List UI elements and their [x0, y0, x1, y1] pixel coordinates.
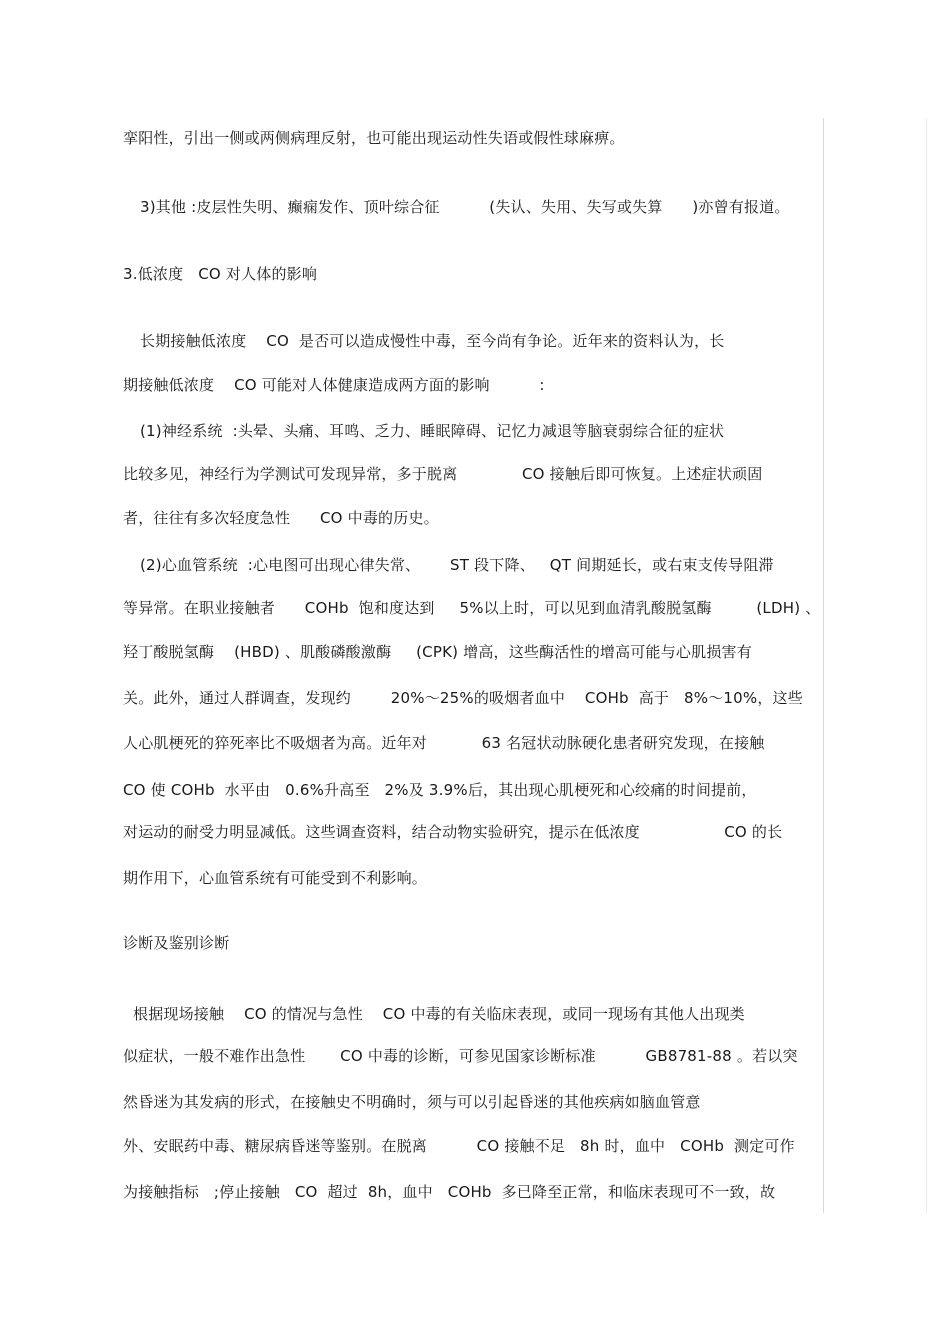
text-line-19: 似症状，一般不难作出急性 CO 中毒的诊断，可参见国家诊断标准 GB8781-88 。若以突 [123, 1047, 798, 1065]
text-line-7: 比较多见，神经行为学测试可发现异常，多于脱离 CO 接触后即可恢复。上述症状顽固 [123, 465, 763, 483]
text-line-12: 关。此外，通过人群调查，发现约 20%～25%的吸烟者血中 COHb 高于 8%～10%，这些 [123, 689, 803, 707]
text-line-20: 然昏迷为其发病的形式，在接触史不明确时，须与可以引起昏迷的其他疾病如脑血管意 [123, 1093, 701, 1111]
section-heading-low-concentration: 3.低浓度 CO 对人体的影响 [123, 265, 318, 283]
text-line-8: 者，往往有多次轻度急性 CO 中毒的历史。 [123, 509, 439, 527]
text-line-9: (2)心血管系统 :心电图可出现心律失常、 ST 段下降、 QT 间期延长，或右束支传导阻滞 [140, 556, 774, 574]
text-line-22: 为接触指标 ;停止接触 CO 超过 8h，血中 COHb 多已降至正常，和临床表现可不一致，故 [123, 1183, 776, 1201]
page-border-line [823, 118, 824, 1213]
text-line-5: 期接触低浓度 CO 可能对人体健康造成两方面的影响 : [123, 376, 545, 394]
text-line-10: 等异常。在职业接触者 COHb 饱和度达到 5%以上时，可以见到血清乳酸脱氢酶 (LDH) 、 [123, 599, 821, 617]
text-line-16: 期作用下，心血管系统有可能受到不利影响。 [123, 869, 428, 887]
text-line-6: (1)神经系统 :头晕、头痛、耳鸣、乏力、睡眠障碍、记忆力减退等脑衰弱综合征的症状 [140, 422, 725, 440]
text-line-18: 根据现场接触 CO 的情况与急性 CO 中毒的有关临床表现，或同一现场有其他人出现类 [133, 1005, 745, 1023]
text-line-4: 长期接触低浓度 CO 是否可以造成慢性中毒，至今尚有争论。近年来的资料认为，长 [140, 332, 725, 350]
section-heading-diagnosis: 诊断及鉴别诊断 [123, 934, 230, 952]
page-edge-line [926, 118, 927, 1213]
text-line-2: 3)其他 :皮层性失明、癫痫发作、顶叶综合征 (失认、失用、失写或失算 )亦曾有报道。 [140, 198, 790, 216]
text-line-1: 挛阳性，引出一侧或两侧病理反射，也可能出现运动性失语或假性球麻痹。 [123, 129, 625, 147]
text-line-21: 外、安眠药中毒、糖尿病昏迷等鉴别。在脱离 CO 接触不足 8h 时，血中 COHb 测定可作 [123, 1137, 795, 1155]
text-line-13: 人心肌梗死的猝死率比不吸烟者为高。近年对 63 名冠状动脉硬化患者研究发现，在接触 [123, 734, 765, 752]
text-line-11: 羟丁酸脱氢酶 (HBD) 、肌酸磷酸激酶 (CPK) 增高，这些酶活性的增高可能与心肌损害有 [123, 643, 752, 661]
text-line-14: CO 使 COHb 水平由 0.6%升高至 2%及 3.9%后，其出现心肌梗死和心绞痛的时间提前， [123, 781, 757, 799]
text-line-15: 对运动的耐受力明显减低。这些调查资料，结合动物实验研究，提示在低浓度 CO 的长 [123, 823, 783, 841]
